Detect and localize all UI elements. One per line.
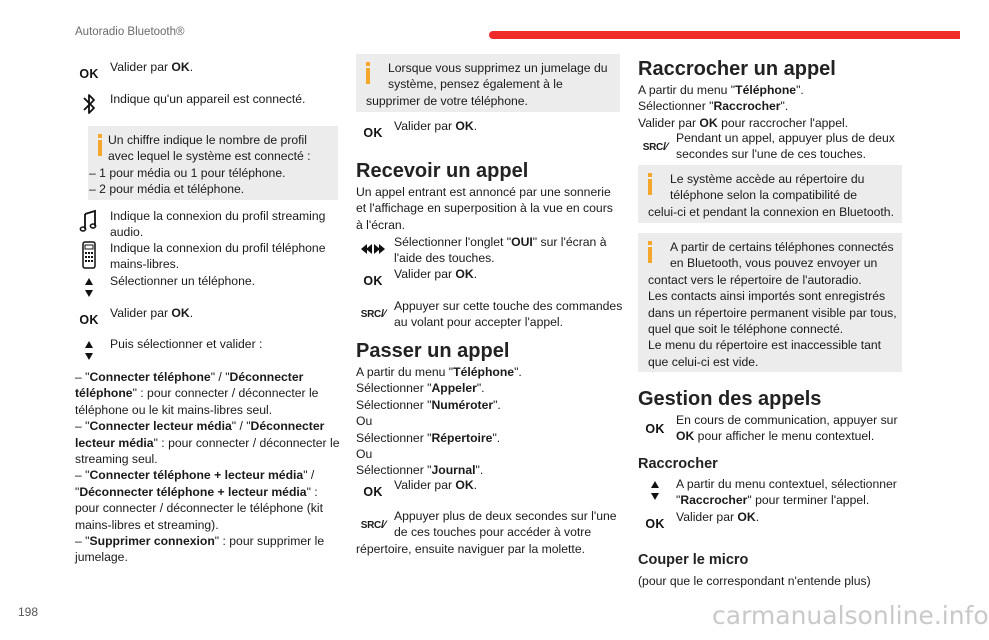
running-header: Autoradio Bluetooth® [75, 26, 185, 38]
ok-icon: OK [363, 485, 383, 499]
bluetooth-icon [82, 91, 96, 117]
heading-raccrocher: Raccrocher [638, 456, 718, 472]
info-box-contacts: A partir de certains téléphones connectés en Bluetooth, vous pouvez envoyer un contact vers le répertoire de l'autoradio. Les contacts ainsi importés sont enregistrés dans un répertoire permanent visible par tous, quel que soit le téléphone connecté. Le menu du répertoire est inaccessible tant que celui-ci est vide. [638, 233, 902, 372]
mute-text: (pour que le correspondant n'entende plus) [638, 574, 871, 588]
ok-icon: OK [79, 67, 99, 81]
phone-row: Indique la connexion du profil téléphone mains-libres. [70, 240, 325, 273]
heading-call-management: Gestion des appels [638, 388, 822, 410]
src-directory-end: répertoire, ensuite naviguer par la molette. [356, 542, 585, 556]
heading-mute: Couper le micro [638, 552, 749, 568]
hang-up-steps: A partir du menu "Téléphone". Sélectionner "Raccrocher". Valider par OK pour raccrocher l'appel. [638, 83, 849, 130]
left-right-arrows-icon [360, 243, 386, 255]
ok-row-3: OK Valider par OK. [363, 119, 478, 140]
select-validate-row: Puis sélectionner et valider : [70, 336, 262, 364]
src-directory-row: SRC/⁄ Appuyer plus de deux secondes sur l'une de ces touches pour accéder à votre [360, 509, 617, 540]
music-note-icon [79, 208, 99, 234]
info-box-profiles: Un chiffre indique le nombre de profil avec lequel le système est connecté : – 1 pour média ou 1 pour téléphone. – 2 pour média et téléphone. [88, 126, 338, 200]
make-call-steps: A partir du menu "Téléphone". Sélectionner "Appeler". Sélectionner "Numéroter". Ou Sélectionner "Répertoire". Ou Sélectionner "Journal". [356, 365, 522, 478]
ok-row-4: OK Valider par OK. [363, 267, 478, 288]
info-icon [648, 241, 652, 263]
phone-icon [81, 240, 97, 270]
page-number: 198 [18, 605, 39, 619]
heading-receive-call: Recevoir un appel [356, 160, 529, 182]
info-icon [648, 173, 652, 195]
select-phone-row: Sélectionner un téléphone. [70, 273, 255, 301]
ok-icon: OK [645, 517, 665, 531]
music-row: Indique la connexion du profil streaming audio. [70, 208, 325, 241]
heading-make-call: Passer un appel [356, 340, 510, 362]
src-hang-row: SRC/⁄ Pendant un appel, appuyer plus de deux secondes sur l'une de ces touches. [642, 131, 895, 162]
src-accept-row: SRC/⁄ Appuyer sur cette touche des commandes au volant pour accepter l'appel. [360, 299, 623, 330]
up-down-arrows-icon [649, 476, 661, 504]
ok-icon: OK [363, 126, 383, 140]
accent-bar [489, 31, 960, 39]
info-box-directory: Le système accède au répertoire du téléphone selon la compatibilité de celui-ci et pendant la connexion en Bluetooth. [638, 165, 902, 223]
heading-hang-up: Raccrocher un appel [638, 58, 836, 80]
ok-row-2: OK Valider par OK. [79, 306, 194, 327]
select-yes-row: Sélectionner l'onglet "OUI" sur l'écran à l'aide des touches. [354, 234, 606, 267]
src-icon: SRC/⁄ [360, 519, 386, 531]
raccrocher-row: A partir du menu contextuel, sélectionner "Raccrocher" pour terminer l'appel. [636, 476, 897, 509]
context-menu-row: OK En cours de communication, appuyer sur OK pour afficher le menu contextuel. [645, 413, 898, 444]
src-icon: SRC/⁄ [360, 308, 386, 320]
watermark: carmanualsonline.info [712, 601, 989, 630]
up-down-arrows-icon [83, 336, 95, 364]
ok-icon: OK [363, 274, 383, 288]
bluetooth-row: Indique qu'un appareil est connecté. [70, 91, 305, 117]
info-icon [366, 62, 370, 84]
info-box-unpair: Lorsque vous supprimez un jumelage du système, pensez également à le supprimer de votre téléphone. [356, 54, 620, 112]
info-icon [98, 134, 102, 156]
ok-row-6: OK Valider par OK. [645, 510, 760, 531]
ok-row-5: OK Valider par OK. [363, 478, 478, 499]
ok-icon: OK [79, 313, 99, 327]
up-down-arrows-icon [83, 273, 95, 301]
connection-options-list: – "Connecter téléphone" / "Déconnecter téléphone" : pour connecter / déconnecter le téléphone ou le kit mains-libres seul. – "Connecter lecteur média" / "Déconnecter lecteur média" : pour connecter / déconnecter le streaming seul. – "Connecter téléphone + lecteur média" / "Déconnecter téléphone + lecteur média" : pour connecter / déconnecter le téléphone (kit mains-libres et streaming). – "Supprimer connexion" : pour supprimer le jumelage. [75, 370, 340, 565]
ok-row: OK Valider par OK. [79, 60, 194, 81]
receive-call-text: Un appel entrant est annoncé par une sonnerie et l'affichage en superposition à la vue en cours à l'écran. [356, 185, 613, 232]
ok-icon: OK [645, 422, 665, 436]
src-icon: SRC/⁄ [642, 141, 668, 153]
